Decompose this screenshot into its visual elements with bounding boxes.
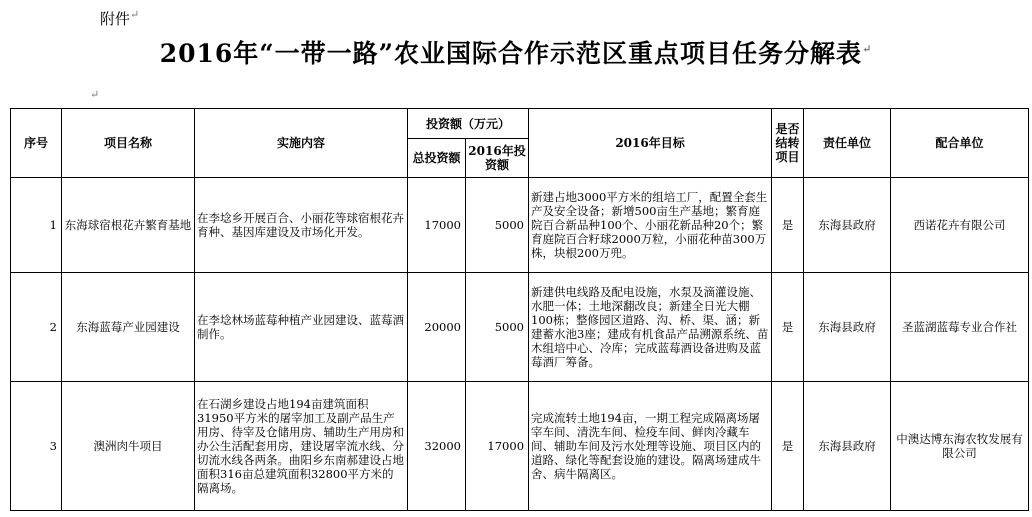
cell-target: 新建供电线路及配电设施，水泵及滴灌设施、水肥一体；土地深翻改良；新建全日光大棚100栋；整修园区道路、沟、桥、渠、涵；新建蓄水池3座；建成有机食品产品溯源系统、苗木组培中心、冷库；完成蓝莓酒设备进购及蓝莓酒厂筹备。 <box>529 273 772 382</box>
cell-total: 17000 <box>408 178 466 273</box>
cell-transfer: 是 <box>772 178 804 273</box>
cell-seq: 3 <box>11 382 62 511</box>
paragraph-mark-icon: ↵ <box>130 8 140 21</box>
paragraph-mark-icon: ↵ <box>90 88 100 101</box>
cell-content: 在石湖乡建设占地194亩建筑面积31950平方米的屠宰加工及副产品生产用房、待宰及仓储用房、辅助生产用房和办公生活配套用房，建设屠宰流水线、分切流水线各两条。曲阳乡东南郝建设占地面积316亩总建筑面积32800平方米的隔离场。 <box>195 382 408 511</box>
header-seq: 序号 <box>11 109 62 178</box>
paragraph-mark-icon: ↵ <box>862 42 873 56</box>
cell-name: 东海球宿根花卉繁育基地 <box>62 178 195 273</box>
cell-target: 新建占地3000平方米的组培工厂，配置全套生产及安全设备；新增500亩生产基地；繁育庭院百合新品种100个、小丽花新品种20个；繁育庭院百合籽球2000万粒，小丽花种苗300万株，块根200万兜。 <box>529 178 772 273</box>
cell-year-invest: 17000 <box>466 382 529 511</box>
cell-year-invest: 5000 <box>466 273 529 382</box>
cell-transfer: 是 <box>772 273 804 382</box>
cell-partner: 中澳达博东海农牧发展有限公司 <box>891 382 1029 511</box>
table-row <box>11 273 1029 382</box>
cell-seq: 2 <box>11 273 62 382</box>
header-partner: 配合单位 <box>891 109 1029 178</box>
header-responsible: 责任单位 <box>804 109 891 178</box>
cell-content: 在李埝乡开展百合、小丽花等球宿根花卉育种、基因库建设及市场化开发。 <box>195 178 408 273</box>
cell-name: 东海蓝莓产业园建设 <box>62 273 195 382</box>
cell-year-invest: 5000 <box>466 178 529 273</box>
cell-seq: 1 <box>11 178 62 273</box>
task-table <box>10 108 1029 511</box>
header-transfer: 是否结转项目 <box>772 109 804 178</box>
cell-responsible: 东海县政府 <box>804 273 891 382</box>
cell-partner: 西诺花卉有限公司 <box>891 178 1029 273</box>
cell-transfer: 是 <box>772 382 804 511</box>
header-total: 总投资额 <box>408 139 466 178</box>
cell-responsible: 东海县政府 <box>804 382 891 511</box>
cell-total: 20000 <box>408 273 466 382</box>
attachment-label: 附件↵ <box>100 8 140 28</box>
table-row <box>11 382 1029 511</box>
cell-total: 32000 <box>408 382 466 511</box>
cell-responsible: 东海县政府 <box>804 178 891 273</box>
document-title: 2016年“一带一路”农业国际合作示范区重点项目任务分解表↵ <box>159 39 873 68</box>
header-target: 2016年目标 <box>529 109 772 178</box>
header-name: 项目名称 <box>62 109 195 178</box>
cell-content: 在李埝林场蓝莓种植产业园建设、蓝莓酒制作。 <box>195 273 408 382</box>
table-row <box>11 178 1029 273</box>
cell-target: 完成流转土地194亩，一期工程完成隔离场屠宰车间、清洗车间、检疫车间、鲜肉冷藏车间、辅助车间及污水处理等设施、项目区内的道路、绿化等配套设施的建设。隔离场建成牛舍、病牛隔离区。 <box>529 382 772 511</box>
cell-partner: 圣蓝湖蓝莓专业合作社 <box>891 273 1029 382</box>
header-investment: 投资额（万元） <box>408 109 529 139</box>
cell-name: 澳洲肉牛项目 <box>62 382 195 511</box>
header-year-invest: 2016年投资额 <box>466 139 529 178</box>
header-content: 实施内容 <box>195 109 408 178</box>
